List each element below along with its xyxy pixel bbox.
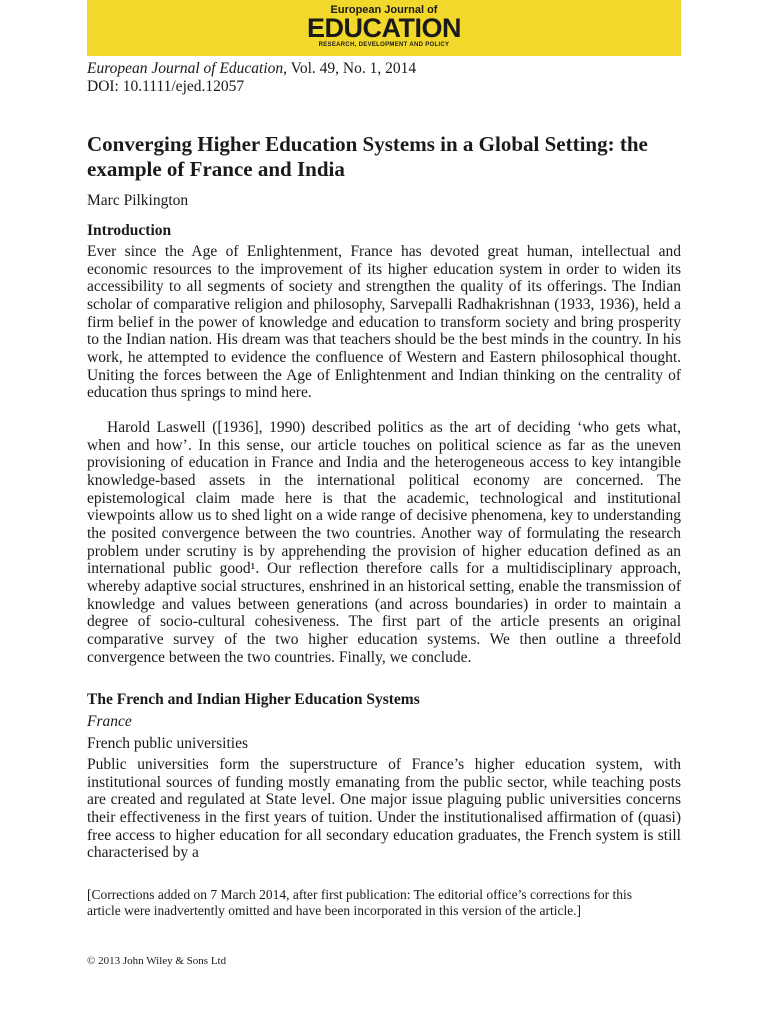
section-heading-introduction: Introduction xyxy=(87,222,172,239)
paragraph: Ever since the Age of Enlightenment, France has devoted great human, intellectual and economic resources to the improvement of its higher education system in order to widen its accessibility to all segments of society and strengthen the quality of its offerings. The Indian scholar of comparative religion and philosophy, Sarvepalli Radhakrishnan (1933, 1936), held a firm belief in the power of knowledge and education to transform society and bring prosperity to the Indian nation. His dream was that teachers should be the best minds in the country. In his work, he attempted to evidence the confluence of Western and Eastern philosophical thought. Uniting the forces between the Age of Enlightenment and Indian thinking on the centrality of education thus springs to mind here. xyxy=(87,243,681,402)
article-title: Converging Higher Education Systems in a Global Setting: the example of France and India xyxy=(87,132,648,181)
journal-volume: , Vol. 49, No. 1, 2014 xyxy=(283,60,417,77)
section-heading-systems: The French and Indian Higher Education Systems xyxy=(87,691,420,708)
doi: DOI: 10.1111/ejed.12057 xyxy=(87,78,245,95)
journal-name: European Journal of Education xyxy=(87,60,284,77)
banner-main-text: EDUCATION xyxy=(307,13,461,43)
correction-note: [Corrections added on 7 March 2014, after first publication: The editorial office’s corrections for this article were inadvertently omitted and have been incorporated in this version of the article.] xyxy=(87,887,632,918)
subsection-heading-france: France xyxy=(87,713,132,730)
banner-top-text: European Journal of xyxy=(330,4,438,16)
banner-sub-text: RESEARCH, DEVELOPMENT AND POLICY xyxy=(318,42,450,48)
copyright-notice: © 2013 John Wiley & Sons Ltd xyxy=(87,955,227,967)
author-name: Marc Pilkington xyxy=(87,192,189,209)
subsubsection-heading-public-universities: French public universities xyxy=(87,735,248,752)
citation-line xyxy=(87,60,681,78)
paragraph: Public universities form the superstructure of France’s higher education system, with institutional sources of funding mostly emanating from the public sector, while teaching posts are created and regulated at State level. One major issue plaguing public universities concerns their effectiveness in the first years of tuition. Under the institutionalised affirmation of (quasi) free access to higher education for all secondary education graduates, the French system is still characterised by a xyxy=(87,756,681,862)
journal-banner xyxy=(87,0,681,56)
paragraph: Harold Laswell ([1936], 1990) described politics as the art of deciding ‘who gets what, when and how’. In this sense, our article touches on political science as far as the uneven provisioning of education in France and India and the heterogeneous access to key intangible knowledge-based assets in the international political economy are concerned. The epistemological claim made here is that the academic, technological and institutional viewpoints allow us to shed light on a wide range of decisive phenomena, key to understanding the posited convergence between the two countries. Another way of formulating the research problem under scrutiny is by apprehending the provision of higher education defined as an international public good¹. Our reflection therefore calls for a multidisciplinary approach, whereby adaptive social structures, enshrined in an historical setting, enable the transmission of knowledge and values between generations (and across boundaries) in order to maintain a degree of socio-cultural cohesiveness. The first part of the article presents an original comparative survey of the two higher education systems. We then outline a threefold convergence between the two countries. Finally, we conclude. xyxy=(87,419,681,666)
citation-block xyxy=(87,60,681,96)
